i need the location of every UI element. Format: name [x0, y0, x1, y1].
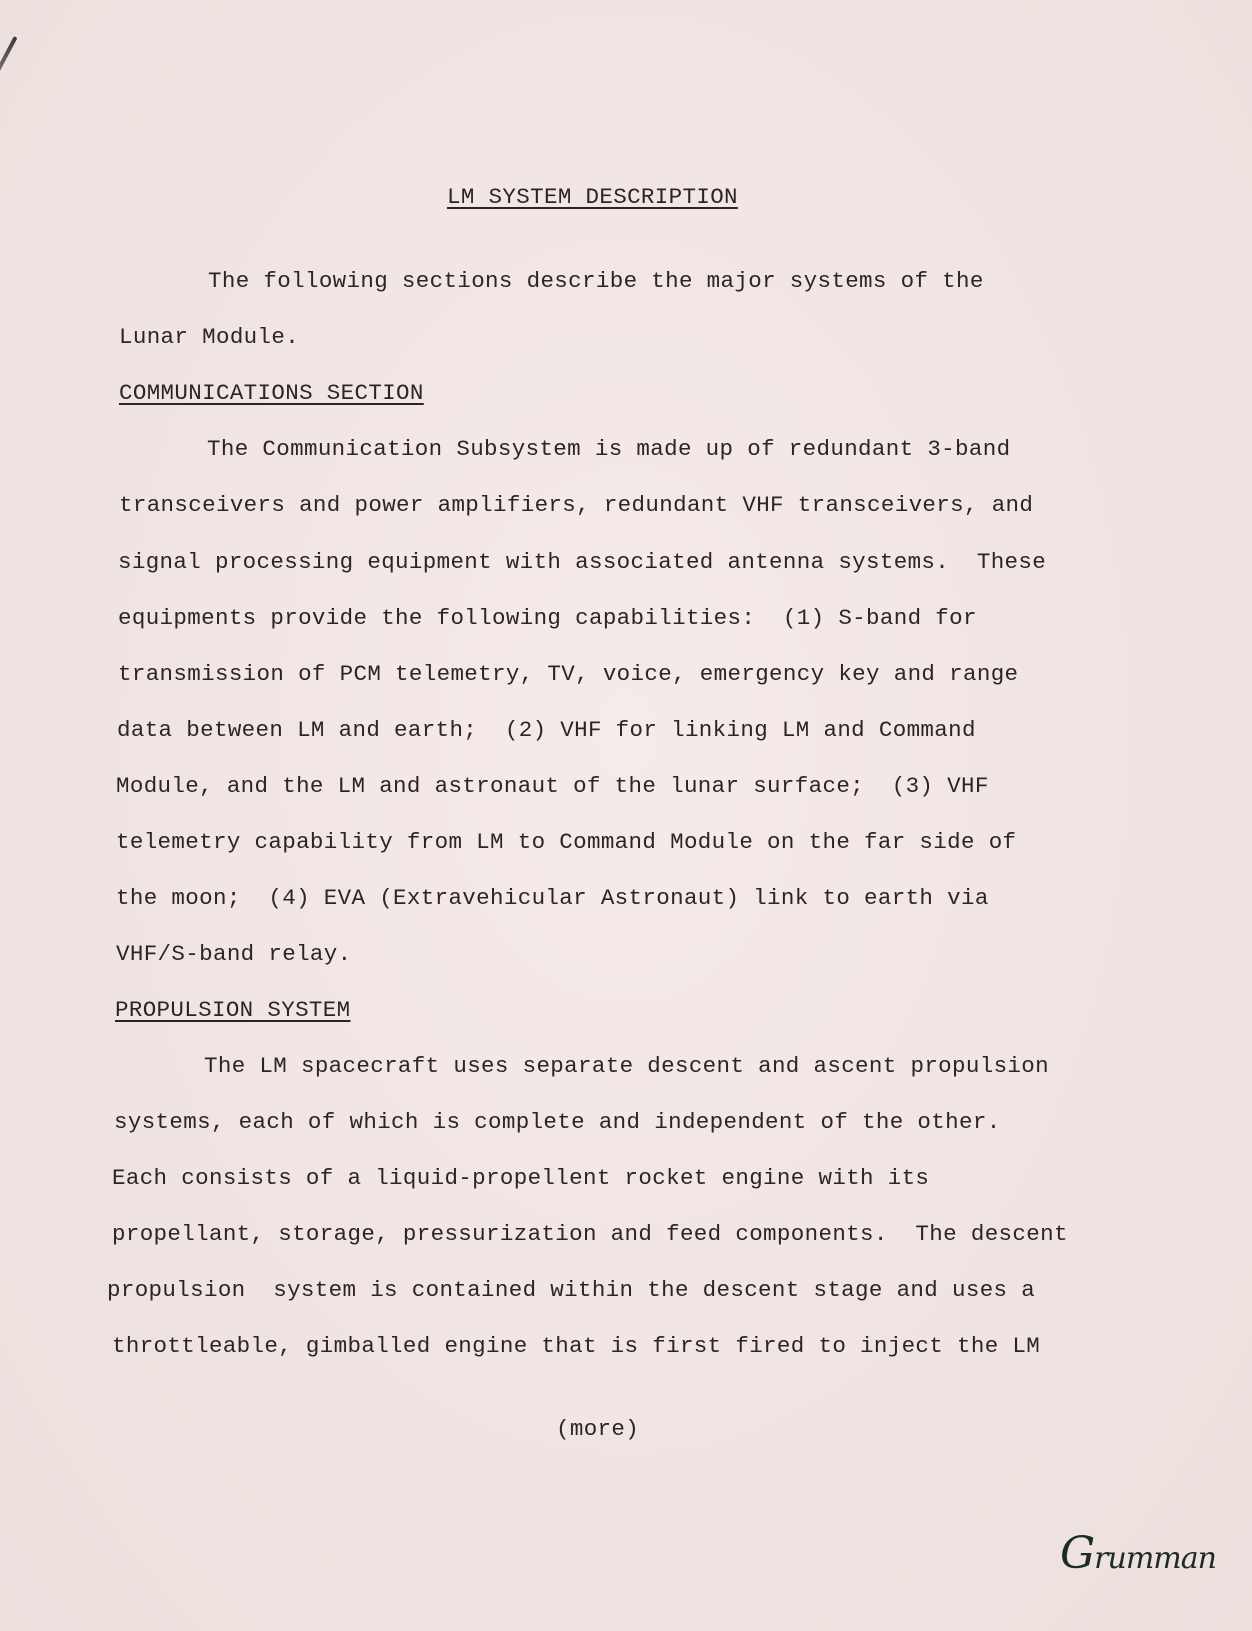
body-line: telemetry capability from LM to Command Module on the far side of — [116, 829, 1017, 855]
logo-rest: rumman — [1094, 1541, 1216, 1576]
body-line: Each consists of a liquid-propellent rocket engine with its — [112, 1165, 930, 1191]
continuation-note: (more) — [556, 1416, 640, 1442]
body-line: propellant, storage, pressurization and feed components. The descent — [112, 1221, 1068, 1247]
intro-line: Lunar Module. — [119, 324, 300, 350]
body-line: equipments provide the following capabilities: (1) S-band for — [118, 605, 977, 631]
body-line: systems, each of which is complete and independent of the other. — [114, 1109, 1001, 1135]
section-heading-propulsion: PROPULSION SYSTEM — [115, 997, 351, 1023]
body-line: the moon; (4) EVA (Extravehicular Astronaut) link to earth via — [116, 885, 989, 911]
logo-initial: G — [1060, 1528, 1095, 1579]
body-line: Module, and the LM and astronaut of the lunar surface; (3) VHF — [116, 773, 989, 799]
body-line: transmission of PCM telemetry, TV, voice, emergency key and range — [118, 661, 1019, 687]
page-title: LM SYSTEM DESCRIPTION — [447, 184, 738, 210]
body-line: transceivers and power amplifiers, redundant VHF transceivers, and — [119, 492, 1034, 518]
grumman-logo — [1060, 1528, 1216, 1579]
body-line: propulsion system is contained within the descent stage and uses a — [107, 1277, 1036, 1303]
body-line: The Communication Subsystem is made up of redundant 3-band — [207, 436, 1011, 462]
intro-line: The following sections describe the major systems of the — [208, 268, 984, 294]
body-line: data between LM and earth; (2) VHF for linking LM and Command — [117, 717, 976, 743]
body-line: VHF/S-band relay. — [116, 941, 352, 967]
section-heading-communications: COMMUNICATIONS SECTION — [119, 380, 424, 406]
body-line: The LM spacecraft uses separate descent and ascent propulsion — [204, 1053, 1049, 1079]
body-line: signal processing equipment with associated antenna systems. These — [118, 549, 1047, 575]
body-line: throttleable, gimballed engine that is first fired to inject the LM — [112, 1333, 1041, 1359]
